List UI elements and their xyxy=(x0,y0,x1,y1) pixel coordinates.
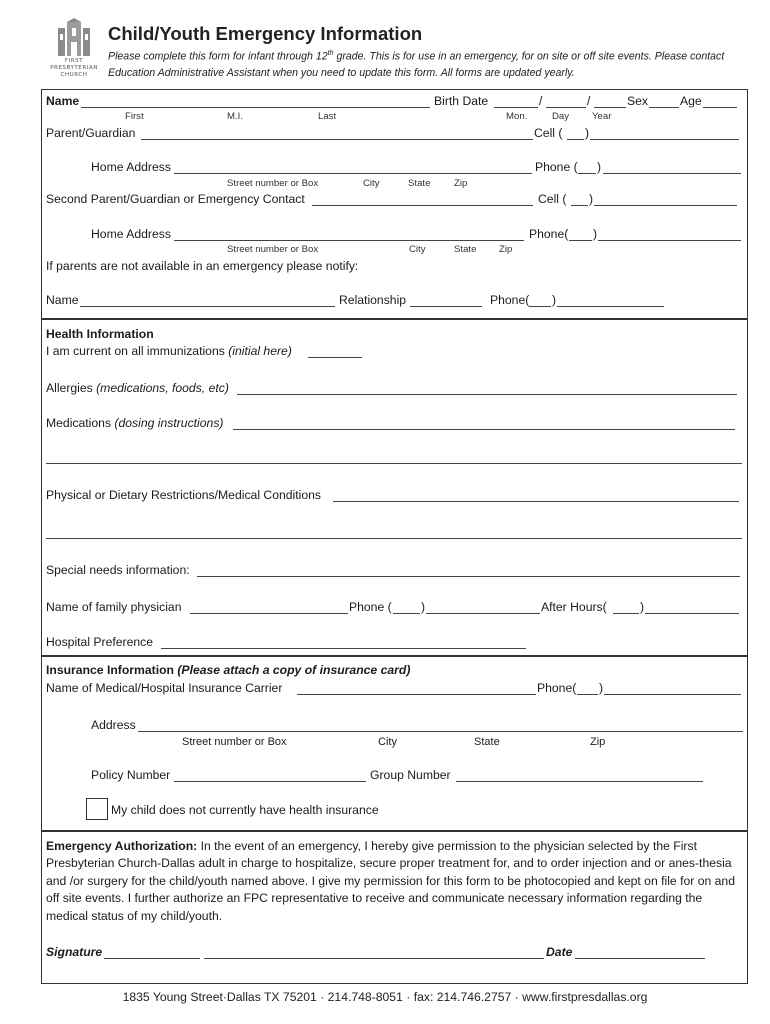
relationship-label: Relationship xyxy=(339,293,407,307)
paren-close: ) xyxy=(552,293,557,307)
phone-label: Phone( xyxy=(529,227,569,241)
insurance-address-field[interactable] xyxy=(138,731,743,732)
carrier-phone-area-code-field[interactable] xyxy=(577,694,598,695)
parent-guardian-label: Parent/Guardian xyxy=(46,126,136,140)
special-needs-label: Special needs information: xyxy=(46,563,190,577)
restrictions-field[interactable] xyxy=(333,501,739,502)
medications-field[interactable] xyxy=(233,429,735,430)
section-divider xyxy=(41,830,748,832)
phone-label: Phone( xyxy=(537,681,577,695)
second-home-address-field[interactable] xyxy=(174,240,524,241)
section-divider xyxy=(41,318,748,320)
birth-year-field[interactable] xyxy=(594,107,626,108)
phone-label: Phone ( xyxy=(349,600,392,614)
second-phone-number-field[interactable] xyxy=(598,240,741,241)
state-hint: State xyxy=(474,736,500,748)
state-hint: State xyxy=(454,244,477,255)
date-field[interactable] xyxy=(575,958,705,959)
notify-phone-number-field[interactable] xyxy=(557,306,664,307)
logo-text-presbyterian: PRESBYTERIAN xyxy=(50,65,98,71)
logo-text-church: CHURCH xyxy=(60,72,88,78)
hospital-label: Hospital Preference xyxy=(46,635,154,649)
name-field[interactable] xyxy=(81,107,430,108)
logo-text-first: FIRST xyxy=(64,58,84,64)
physician-label: Name of family physician xyxy=(46,600,182,614)
insurance-heading: Insurance Information (Please attach a copy of insurance card) xyxy=(46,663,411,677)
paren-close: ) xyxy=(597,160,602,174)
date-slash: / xyxy=(587,94,591,108)
group-number-label: Group Number xyxy=(370,768,451,782)
policy-number-label: Policy Number xyxy=(91,768,171,782)
first-hint: First xyxy=(125,111,144,122)
authorization-paragraph: Emergency Authorization: In the event of an emergency, I hereby give permission to the physician selected by the First Presbyterian Church-Dallas adult in charge to hospitalize, secure proper treatment for, and to order injection and or anes-thesia and /or surgery for the child/youth named above. I give my permission for this form to be photocopied and kept on file for on and off site events. I further authorize an FPC representative to receive and communicate necessary information regarding the medical status of my child/youth. xyxy=(46,839,735,923)
birth-month-field[interactable] xyxy=(494,107,538,108)
group-number-field[interactable] xyxy=(456,781,703,782)
allergies-label: Allergies (medications, foods, etc) xyxy=(46,381,229,395)
form-instructions: Please complete this form for infant through 12th grade. This is for use in an emergency, for on site or off site events. Please contact Education Administrative Assistant when you need to update this form. All forms are updated yearly. xyxy=(108,50,725,79)
last-hint: Last xyxy=(318,111,337,122)
allergies-field[interactable] xyxy=(237,394,737,395)
special-needs-field[interactable] xyxy=(197,576,740,577)
footer-contact: 1835 Young Street·Dallas TX 75201 · 214.748-8051 · fax: 214.746.2757 · www.firstpresdallas.org xyxy=(122,990,648,1004)
birth-date-label: Birth Date xyxy=(434,94,489,108)
sex-label: Sex xyxy=(627,94,649,108)
zip-hint: Zip xyxy=(499,244,513,255)
restrictions-field-line-2[interactable] xyxy=(46,538,742,539)
street-hint: Street number or Box xyxy=(227,244,319,255)
immunizations-label: I am current on all immunizations (initial here) xyxy=(46,344,292,358)
second-phone-area-code-field[interactable] xyxy=(569,240,592,241)
city-hint: City xyxy=(378,736,397,748)
physician-phone-number-field[interactable] xyxy=(426,613,540,614)
signature-field-ext[interactable] xyxy=(204,958,544,959)
carrier-field[interactable] xyxy=(297,694,536,695)
cell-label: Cell ( xyxy=(538,192,567,206)
after-hours-number-field[interactable] xyxy=(645,613,739,614)
city-hint: City xyxy=(409,244,426,255)
phone-label: Phone( xyxy=(490,293,530,307)
notify-phone-area-code-field[interactable] xyxy=(529,306,551,307)
form-title: Child/Youth Emergency Information xyxy=(108,23,423,44)
mi-hint: M.I. xyxy=(227,111,243,122)
paren-close: ) xyxy=(421,600,426,614)
age-label: Age xyxy=(680,94,702,108)
home-address-label: Home Address xyxy=(91,227,171,241)
notify-name-label: Name xyxy=(46,293,79,307)
second-cell-area-code-field[interactable] xyxy=(571,205,588,206)
paren-close: ) xyxy=(589,192,594,206)
policy-number-field[interactable] xyxy=(174,781,366,782)
parent-guardian-field[interactable] xyxy=(141,139,533,140)
home-address-label: Home Address xyxy=(91,160,171,174)
street-hint: Street number or Box xyxy=(227,178,319,189)
notify-name-field[interactable] xyxy=(80,306,335,307)
phone-label: Phone ( xyxy=(535,160,578,174)
signature-field[interactable] xyxy=(104,958,200,959)
cell-label: Cell ( xyxy=(534,126,563,140)
relationship-field[interactable] xyxy=(410,306,482,307)
zip-hint: Zip xyxy=(590,736,606,748)
second-cell-number-field[interactable] xyxy=(594,205,737,206)
church-logo xyxy=(46,18,102,79)
physician-phone-area-code-field[interactable] xyxy=(393,613,420,614)
state-hint: State xyxy=(408,178,431,189)
carrier-label: Name of Medical/Hospital Insurance Carrier xyxy=(46,681,283,695)
home-address-field[interactable] xyxy=(174,173,532,174)
second-parent-field[interactable] xyxy=(312,205,533,206)
birth-day-field[interactable] xyxy=(546,107,586,108)
insurance-address-label: Address xyxy=(91,718,136,732)
phone-area-code-field[interactable] xyxy=(578,173,596,174)
city-hint: City xyxy=(363,178,380,189)
immunizations-initial-field[interactable] xyxy=(308,357,362,358)
notify-instruction: If parents are not available in an emergency please notify: xyxy=(46,259,359,273)
date-label: Date xyxy=(546,945,573,959)
year-hint: Year xyxy=(592,111,612,122)
section-divider xyxy=(41,655,748,657)
paren-close: ) xyxy=(640,600,645,614)
cell-number-field[interactable] xyxy=(590,139,739,140)
signature-label: Signature xyxy=(46,945,103,959)
sex-field[interactable] xyxy=(649,107,679,108)
cell-area-code-field[interactable] xyxy=(567,139,584,140)
restrictions-label: Physical or Dietary Restrictions/Medical Conditions xyxy=(46,488,321,502)
name-label: Name xyxy=(46,94,80,108)
paren-close: ) xyxy=(593,227,598,241)
health-heading: Health Information xyxy=(46,327,154,341)
no-insurance-checkbox[interactable] xyxy=(86,798,108,820)
carrier-phone-number-field[interactable] xyxy=(604,694,741,695)
physician-name-field[interactable] xyxy=(190,613,348,614)
street-hint: Street number or Box xyxy=(182,736,287,748)
zip-hint: Zip xyxy=(454,178,468,189)
hospital-field[interactable] xyxy=(161,648,526,649)
day-hint: Day xyxy=(552,111,570,122)
medications-label: Medications (dosing instructions) xyxy=(46,416,224,430)
age-field[interactable] xyxy=(703,107,737,108)
after-hours-label: After Hours( xyxy=(541,600,607,614)
date-slash: / xyxy=(539,94,543,108)
second-parent-label: Second Parent/Guardian or Emergency Contact xyxy=(46,192,305,206)
church-building-icon xyxy=(54,18,94,58)
after-hours-area-code-field[interactable] xyxy=(613,613,639,614)
month-hint: Mon. xyxy=(506,111,528,122)
paren-close: ) xyxy=(585,126,590,140)
phone-number-field[interactable] xyxy=(603,173,741,174)
medications-field-line-2[interactable] xyxy=(46,463,742,464)
no-insurance-label: My child does not currently have health insurance xyxy=(111,803,379,817)
paren-close: ) xyxy=(599,681,604,695)
